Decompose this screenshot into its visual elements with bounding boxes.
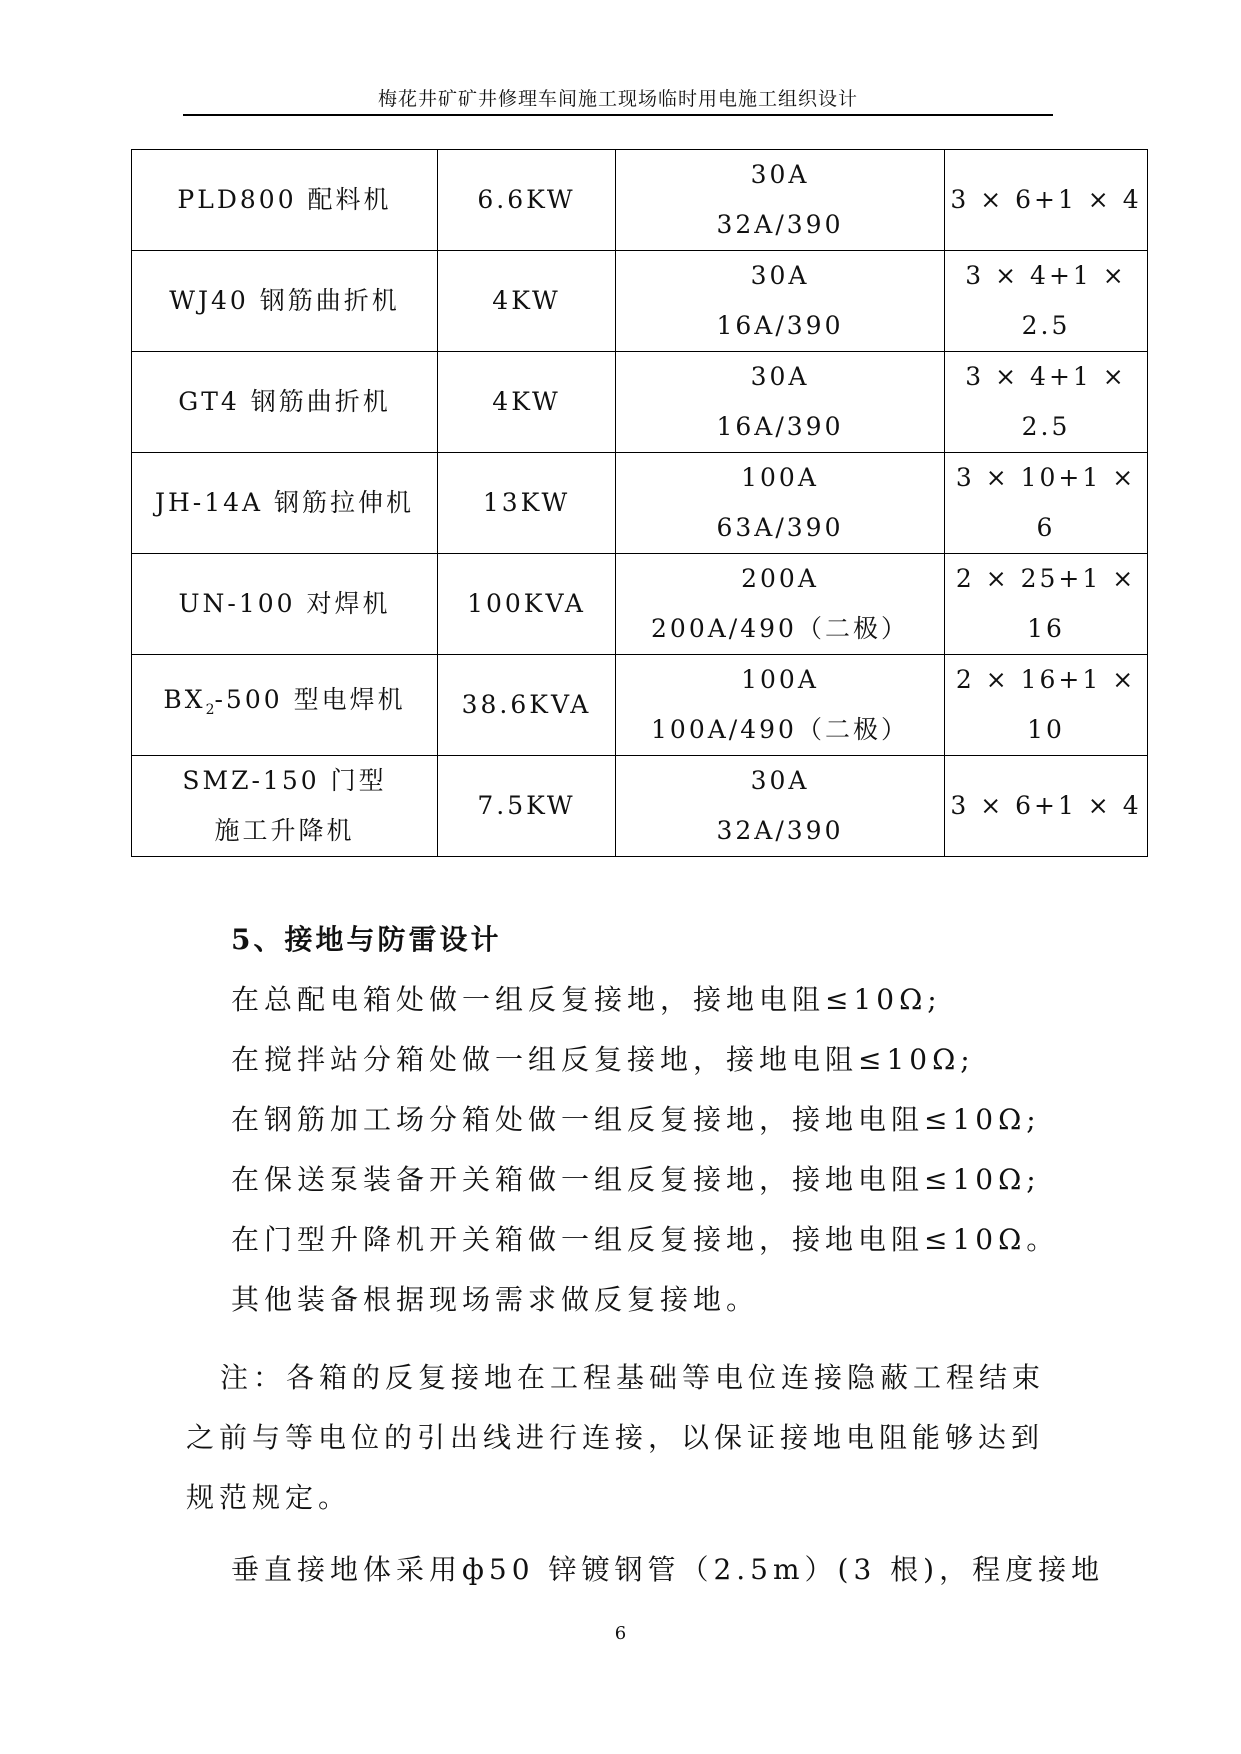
equipment-table: [131, 149, 1148, 857]
note-line: 之前与等电位的引出线进行连接，以保证接地电阻能够达到: [186, 1421, 1045, 1454]
current-rating: 30A: [750, 160, 810, 189]
equipment-name: WJ40 钢筋曲折机: [169, 286, 400, 315]
note-line: 规范规定。: [186, 1481, 352, 1514]
power-cell: 100KVA: [438, 554, 616, 655]
power-cell: 13KW: [438, 453, 616, 554]
power-cell: 4KW: [438, 251, 616, 352]
equipment-name: SMZ-150 门型: [182, 766, 387, 795]
model-subscript: 2: [205, 702, 215, 718]
current-cell: [616, 150, 945, 251]
equipment-name-cell: [132, 756, 438, 857]
cable-cell: 3 × 6+1 × 4: [945, 756, 1148, 857]
table-row: [132, 554, 1148, 655]
current-cell: [616, 554, 945, 655]
power-cell: 6.6KW: [438, 150, 616, 251]
cable-cell: 2 × 25+1 × 16: [945, 554, 1148, 655]
paragraph-line: 在钢筋加工场分箱处做一组反复接地，接地电阻≤10Ω;: [231, 1103, 1041, 1136]
current-rating: 30A: [750, 261, 810, 290]
table-row: [132, 453, 1148, 554]
breaker-rating: 32A/390: [716, 210, 844, 239]
table-row: [132, 655, 1148, 756]
breaker-rating: 16A/390: [716, 412, 844, 441]
paragraph-line: 在保送泵装备开关箱做一组反复接地，接地电阻≤10Ω;: [231, 1163, 1041, 1196]
current-rating: 100A: [741, 463, 819, 492]
equipment-name-cell: [132, 655, 438, 756]
power-cell: 4KW: [438, 352, 616, 453]
current-rating: 100A: [741, 665, 819, 694]
note-line: 注：各箱的反复接地在工程基础等电位连接隐蔽工程结束: [220, 1361, 1046, 1394]
paragraph-line: 在搅拌站分箱处做一组反复接地，接地电阻≤10Ω;: [231, 1043, 975, 1076]
current-rating: 30A: [750, 362, 810, 391]
paragraph-line: 在总配电箱处做一组反复接地，接地电阻≤10Ω;: [231, 983, 942, 1016]
header-divider: [183, 114, 1053, 116]
table-row: [132, 251, 1148, 352]
section-heading: 5、接地与防雷设计: [231, 923, 502, 956]
cable-cell: 2 × 16+1 × 10: [945, 655, 1148, 756]
paragraph-line: 垂直接地体采用ф50 锌镀钢管（2.5m）(3 根)，程度接地: [231, 1553, 1105, 1586]
equipment-name: GT4 钢筋曲折机: [178, 387, 391, 416]
current-cell: [616, 453, 945, 554]
breaker-rating: 32A/390: [716, 816, 844, 845]
note-paragraph: [186, 1348, 1046, 1528]
cable-cell: 3 × 4+1 × 2.5: [945, 352, 1148, 453]
breaker-rating: 16A/390: [716, 311, 844, 340]
page-header-title: 梅花井矿矿井修理车间施工现场临时用电施工组织设计: [377, 88, 858, 110]
table-row: [132, 352, 1148, 453]
equipment-name-line2: 施工升降机: [214, 816, 355, 845]
paragraph-line: 在门型升降机开关箱做一组反复接地，接地电阻≤10Ω。: [231, 1223, 1060, 1256]
power-cell: 7.5KW: [438, 756, 616, 857]
equipment-name: PLD800 配料机: [177, 185, 392, 214]
cable-cell: 3 × 6+1 × 4: [945, 150, 1148, 251]
breaker-rating: 100A/490（二极）: [651, 715, 909, 744]
equipment-name-cell: [132, 251, 438, 352]
equipment-name-cell: [132, 352, 438, 453]
equipment-name-cell: [132, 150, 438, 251]
cable-cell: 3 × 10+1 × 6: [945, 453, 1148, 554]
table-row: [132, 150, 1148, 251]
equipment-name-cell: [132, 554, 438, 655]
current-rating: 200A: [741, 564, 819, 593]
current-cell: [616, 756, 945, 857]
power-cell: 38.6KVA: [438, 655, 616, 756]
page-number: 6: [614, 1623, 627, 1644]
current-cell: [616, 655, 945, 756]
model-prefix: BX: [163, 685, 206, 714]
model-suffix: -500 型电焊机: [214, 685, 406, 714]
current-cell: [616, 352, 945, 453]
equipment-name: UN-100 对焊机: [178, 589, 391, 618]
equipment-name-cell: [132, 453, 438, 554]
cable-cell: 3 × 4+1 × 2.5: [945, 251, 1148, 352]
current-cell: [616, 251, 945, 352]
equipment-name: JH-14A 钢筋拉伸机: [154, 488, 415, 517]
breaker-rating: 200A/490（二极）: [651, 614, 909, 643]
table-row: [132, 756, 1148, 857]
breaker-rating: 63A/390: [716, 513, 844, 542]
paragraph-line: 其他装备根据现场需求做反复接地。: [231, 1283, 760, 1316]
current-rating: 30A: [750, 766, 810, 795]
equipment-name: [163, 685, 406, 718]
